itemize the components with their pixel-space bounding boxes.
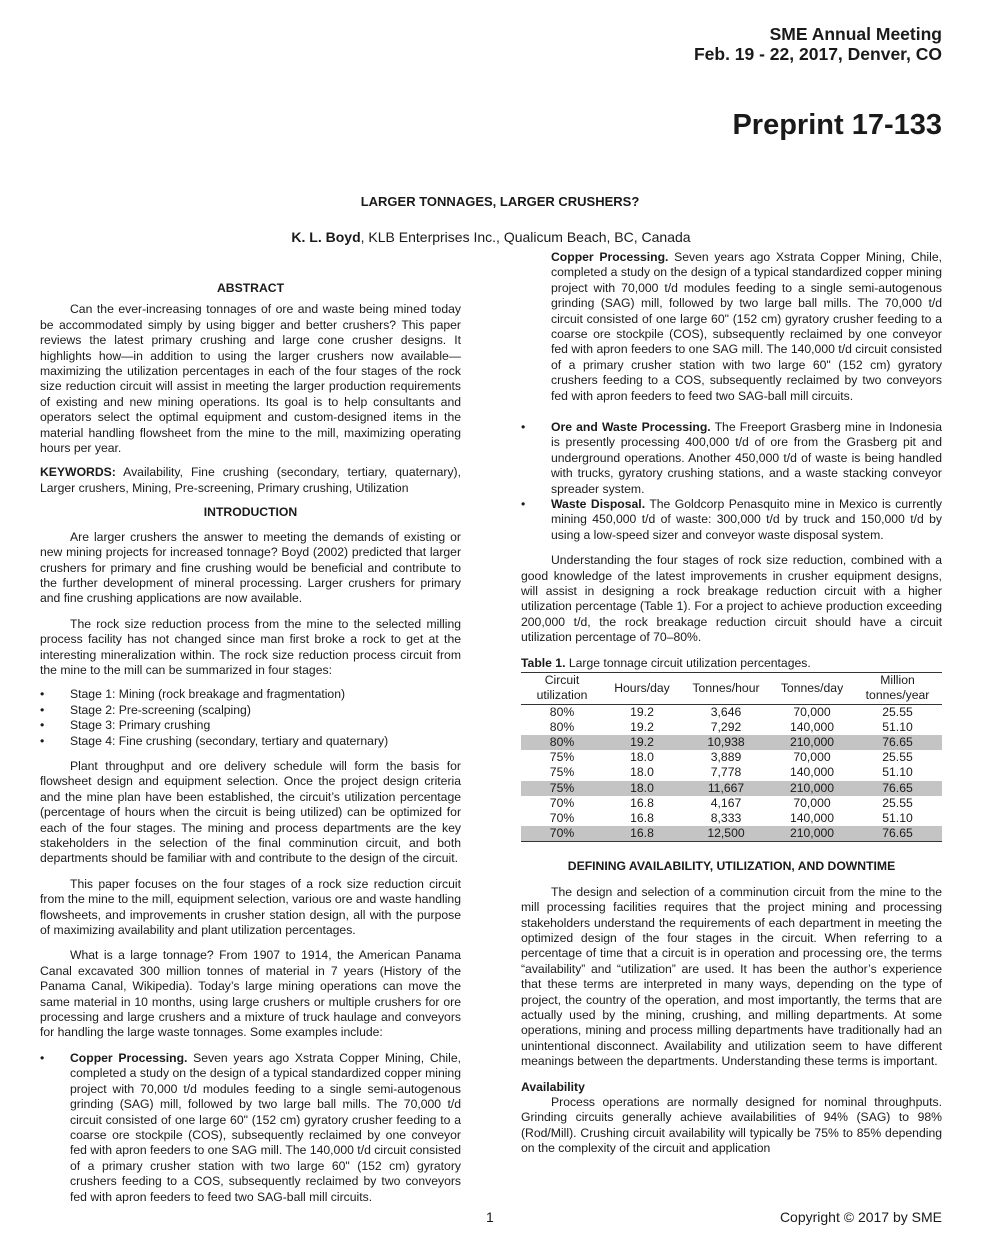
- table-cell: 10,938: [681, 735, 771, 750]
- table-header-row: [521, 673, 942, 704]
- table-cell: 70,000: [793, 795, 831, 810]
- table-cell: 18.0: [603, 781, 681, 796]
- intro-paragraph-1: Are larger crushers the answer to meeting the demands of existing or new mining projects for increased tonnage? Boyd (2002) predicted that larger crushers for primary and fine crushing would be beneficial and contribute to the further development of mineral processing. Larger crushers for primary and fine crushing applications are now available.: [40, 529, 461, 606]
- table-cell: 210,000: [771, 826, 853, 842]
- right-column: [521, 250, 942, 1157]
- table-cell: 19.2: [630, 719, 654, 734]
- author-name: K. L. Boyd: [291, 229, 361, 245]
- copper-processing-continued: Copper Processing. Seven years ago Xstrata Copper Mining, Chile, completed a study on the design of a typical standardized copper mining project with 70,000 t/d modules feeding to a single semi-autogenous grinding (SAG) mill, followed by two large ball mills. The 70,000 t/d circuit consisted of one large 60" (152 cm) gyratory crusher feeding to a coarse ore stockpile (COS), subsequently reclaimed by one conveyor fed with apron feeders to one SAG mill. The 140,000 t/d circuit consisted of a primary crusher station with two large 60" (152 cm) gyratory crushers feeding to a COS, subsequently reclaimed by two conveyors fed with apron feeders to feed two SAG-ball mill circuits.: [551, 250, 942, 403]
- table-cell: 140,000: [789, 810, 835, 825]
- intro-paragraph-4: This paper focuses on the four stages of a rock size reduction circuit from the mine to the mill, equipment selection, various ore and waste handling flowsheets, and improvements in crusher station design, all with the purpose of maximizing availability and plant utilization percentages.: [40, 876, 461, 938]
- table-cell: 19.2: [603, 735, 681, 750]
- table-cell: 210,000: [771, 735, 853, 750]
- table-cell: 19.2: [630, 704, 654, 719]
- list-item: • Ore and Waste Processing. The Freeport Grasberg mine in Indonesia is presently processing 400,000 t/d of ore from the Grasberg pit and underground operations. Another 450,000 t/d of waste is being handled with trucks, gyratory crushing stations, and a waste stacking conveyor spreader system.: [521, 420, 942, 496]
- table-cell: 3,646: [710, 704, 742, 719]
- table-cell: 76.65: [853, 826, 942, 842]
- table-cell: 70%: [549, 810, 575, 825]
- bullet-icon: •: [40, 718, 45, 733]
- author-affiliation: , KLB Enterprises Inc., Qualicum Beach, BC, Canada: [360, 229, 691, 245]
- abstract-text: Can the ever-increasing tonnages of ore and waste being mined today be accommodated simply by using bigger and better crushers? This paper reviews the latest primary crushing and large cone crusher designs. It highlights how—in addition to using the larger crushers now available—maximizing the utilization percentages in each of the four stages of the rock size reduction circuit will assist in meeting the larger production requirements of existing and new mining operations. Its goal is to help consultants and operators select the optimal equipment and custom-designed items in the material handling flowsheet from the mine to the mill, maximizing operating hours per year.: [40, 302, 461, 456]
- table-cell: 76.65: [853, 735, 942, 750]
- table-cell: 3,889: [710, 750, 742, 765]
- table-cell: 80%: [549, 704, 575, 719]
- keywords-label: KEYWORDS:: [40, 465, 116, 480]
- table-row: [521, 704, 942, 720]
- list-item: • Stage 3: Primary crushing: [40, 718, 211, 733]
- table-cell: 75%: [549, 765, 575, 780]
- table-cell: 7,778: [710, 765, 742, 780]
- utilization-table: [521, 673, 942, 842]
- bullet-icon: •: [521, 420, 526, 434]
- bullet-icon: •: [40, 1050, 45, 1065]
- table-caption: Table 1. Large tonnage circuit utilization percentages.: [521, 656, 942, 673]
- column-header: Tonnes/day: [771, 673, 853, 704]
- table-row: [521, 750, 942, 765]
- intro-paragraph-6: Understanding the four stages of rock size reduction, combined with a good knowledge of the latest improvements in crusher equipment designs, will assist in designing a rock breakage reduction circuit with a higher utilization percentage (Table 1). For a project to achieve production exceeding 200,000 t/d, the rock breakage reduction circuit should have a circuit utilization percentage of 70–80%.: [521, 553, 942, 645]
- table-cell: 25.55: [882, 704, 913, 719]
- preprint-number: Preprint 17-133: [732, 109, 942, 141]
- table-cell: 51.10: [882, 719, 913, 734]
- table-cell: 25.55: [882, 795, 913, 810]
- table-cell: 16.8: [603, 826, 681, 842]
- page-number: 1: [486, 1209, 494, 1225]
- intro-paragraph-3: Plant throughput and ore delivery schedule will form the basis for flowsheet design and equipment selection. Once the project design criteria and the mine plan have been established, the circuit’s utilization percentage (percentage of hours when the circuit is being utilized) can be optimized for each of the four stages. The mining and process departments are the key stakeholders in the selection of the final comminution circuit, and both departments should be familiar with and contribute to the design of the circuit.: [40, 758, 461, 866]
- table-cell: 140,000: [789, 719, 835, 734]
- table-cell: 75%: [549, 750, 575, 765]
- table-row: [521, 826, 942, 842]
- paper-title: LARGER TONNAGES, LARGER CRUSHERS?: [360, 194, 640, 209]
- conference-header: [694, 24, 942, 64]
- intro-paragraph-5: What is a large tonnage? From 1907 to 1914, the American Panama Canal excavated 300 million tonnes of material in 7 years (History of the Panama Canal, Wikipedia). Today’s large mining operations can move the same material in 10 months, using large crushers or multiple crushers for ore processing and large crushers and a mixture of truck haulage and conveyors for handling the large waste tonnages. Some examples include:: [40, 948, 461, 1040]
- list-item: • Stage 4: Fine crushing (secondary, tertiary and quaternary): [40, 733, 389, 748]
- availability-subheading: Availability: [521, 1079, 585, 1094]
- defining-paragraph-1: The design and selection of a comminution circuit from the mine to the mill processing facilities requires that the project mining and processing stakeholders understand the requirements of each department in meeting the optimized design of the four stages in the circuit. When referring to a percentage of time that a circuit is in operation and processing ore, the terms “availability” and “utilization” are used. It has been the author’s experience that these terms are interpreted in many ways, depending on the type of project, the country of the operation, and most importantly, the terms that are actually used by the mining, crushing, and milling departments. At some operations, mining and process milling departments have traditionally had an unintentional disconnect. Availability and utilization seem to have different meanings between the departments. Understanding these terms is important.: [521, 884, 942, 1069]
- table-cell: 70%: [521, 826, 603, 842]
- table-cell: 70%: [549, 795, 575, 810]
- column-header: Circuit utilization: [521, 673, 603, 704]
- table-cell: 70,000: [793, 750, 831, 765]
- table-cell: 4,167: [710, 795, 742, 810]
- table-cell: 51.10: [882, 810, 913, 825]
- table-cell: 11,667: [681, 781, 771, 796]
- table-row: [521, 720, 942, 735]
- list-item: • Copper Processing. Seven years ago Xstrata Copper Mining, Chile, completed a study on the design of a typical standardized copper mining project with 70,000 t/d modules feeding to a single semi-autogenous grinding (SAG) mill, followed by two large ball mills. The 70,000 t/d circuit consisted of one large 60" (152 cm) gyratory crusher feeding to a coarse ore stockpile (COS), subsequently reclaimed by one conveyor fed with apron feeders to one SAG mill. The 140,000 t/d circuit consisted of a primary crusher station with two large 60" (152 cm) gyratory crushers feeding to a COS, subsequently reclaimed by two conveyors fed with apron feeders to feed two SAG-ball mill circuits.: [40, 1050, 461, 1204]
- left-column: [40, 281, 461, 1204]
- meeting-name: SME Annual Meeting: [769, 24, 942, 44]
- defining-heading: DEFINING AVAILABILITY, UTILIZATION, AND DOWNTIME: [567, 859, 896, 874]
- meeting-dates: Feb. 19 - 22, 2017, Denver, CO: [693, 44, 942, 64]
- list-item: • Waste Disposal. The Goldcorp Penasquito mine in Mexico is currently mining 450,000 t/d of waste: 300,000 t/d by truck and 150,000 t/d by using a low-speed sizer and conveyor waste disposal system.: [521, 497, 942, 542]
- table-cell: 76.65: [853, 781, 942, 796]
- table-row: [521, 796, 942, 811]
- table-cell: 12,500: [681, 826, 771, 842]
- stages-list: [40, 687, 461, 749]
- table-cell: 210,000: [771, 781, 853, 796]
- keywords-text: Availability, Fine crushing (secondary, tertiary, quaternary), Larger crushers, Mining, Pre-screening, Primary crushing, Utilization: [40, 465, 461, 495]
- table-cell: 16.8: [630, 810, 654, 825]
- table-cell: 25.55: [882, 750, 913, 765]
- table-cell: 18.0: [630, 765, 654, 780]
- column-header: Million tonnes/year: [853, 673, 942, 704]
- bullet-icon: •: [521, 497, 526, 512]
- list-item: • Stage 1: Mining (rock breakage and fragmentation): [40, 687, 346, 702]
- bullet-icon: •: [40, 733, 45, 748]
- examples-list-start: [40, 1050, 461, 1204]
- author-line: [0, 229, 982, 245]
- table-cell: 80%: [549, 719, 575, 734]
- introduction-heading: INTRODUCTION: [203, 505, 298, 520]
- bullet-icon: •: [40, 702, 45, 717]
- column-header: Tonnes/hour: [681, 673, 771, 704]
- table-cell: 7,292: [710, 719, 742, 734]
- table-cell: 80%: [521, 735, 603, 750]
- table-row: [521, 735, 942, 750]
- table-cell: 140,000: [789, 765, 835, 780]
- availability-paragraph: Process operations are normally designed for nominal throughputs. Grinding circuits generally achieve availabilities of 94% (SAG) to 98% (Rod/Mill). Crushing circuit availability will typically be 75% to 85% depending on the complexity of the circuit and application: [521, 1095, 942, 1156]
- table-cell: 16.8: [630, 795, 654, 810]
- column-header: Hours/day: [603, 673, 681, 704]
- table-cell: 18.0: [630, 750, 654, 765]
- list-item: • Stage 2: Pre-screening (scalping): [40, 702, 251, 717]
- table-cell: 51.10: [882, 765, 913, 780]
- abstract-heading: ABSTRACT: [216, 281, 285, 295]
- intro-paragraph-2: The rock size reduction process from the mine to the selected milling process facility has not changed since man first broke a rock to get at the interesting mineralization within. The rock size reduction process circuit from the mine to the mill can be summarized in four stages:: [40, 616, 461, 677]
- table-cell: 8,333: [710, 810, 742, 825]
- table-row: [521, 811, 942, 826]
- copyright: Copyright © 2017 by SME: [779, 1209, 942, 1225]
- examples-list-end: [521, 420, 942, 543]
- keywords: [40, 465, 461, 496]
- table-row: [521, 781, 942, 796]
- table-row: [521, 765, 942, 780]
- table-cell: 70,000: [793, 704, 831, 719]
- bullet-icon: •: [40, 687, 45, 702]
- table-cell: 75%: [521, 781, 603, 796]
